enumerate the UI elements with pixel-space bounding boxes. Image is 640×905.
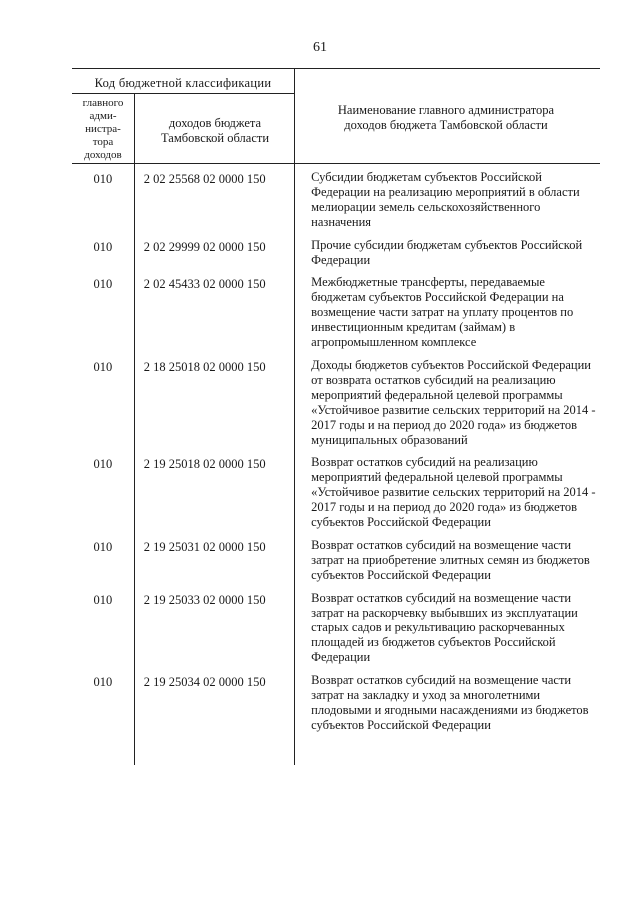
income-code-cell: 2 19 25034 02 0000 150 [143, 675, 266, 690]
income-name-cell: Прочие субсидии бюджетам субъектов Российской Федерации [311, 237, 583, 267]
table-row [72, 238, 600, 268]
income-code-cell: 2 02 29999 02 0000 150 [143, 239, 266, 254]
admin-header-line: тора [92, 136, 114, 148]
income-name-cell: Возврат остатков субсидий на реализацию мероприятий федеральной целевой программы «Устойчивое развитие сельских территорий на 2014 - 2017 годы и на период до 2020 года» из бюджетов субъектов Российской Федерации [311, 455, 596, 530]
admin-header-line: нистра- [85, 123, 121, 135]
income-name-cell: Возврат остатков субсидий на возмещение части затрат на закладку и уход за многолетними плодовыми и ягодными насаждениями из бюджетов субъектов Российской Федерации [311, 673, 589, 732]
admin-header-line: адми- [89, 110, 117, 122]
table-row [72, 275, 600, 350]
admin-code-cell: 010 [93, 457, 113, 472]
income-header-line: Тамбовской области [160, 131, 270, 145]
admin-code-cell: 010 [93, 277, 113, 292]
code-classification-header: Код бюджетной классификации [94, 76, 272, 90]
admin-header-line: доходов [84, 149, 122, 161]
income-name-cell: Возврат остатков субсидий на возмещение части затрат на приобретение элитных семян из бюджетов субъектов Российской Федерации [311, 537, 590, 582]
admin-code-cell: 010 [93, 239, 113, 254]
header-bottom-border [72, 163, 600, 164]
table-row [72, 170, 600, 230]
table-row [72, 591, 600, 666]
table-top-border [72, 68, 600, 69]
page-number: 61 [313, 40, 327, 55]
income-code-cell: 2 18 25018 02 0000 150 [143, 359, 266, 374]
income-header-line: доходов бюджета [168, 116, 262, 130]
name-header-line: Наименование главного администратора [337, 103, 555, 117]
admin-code-cell: 010 [93, 539, 113, 554]
name-header-line: доходов бюджета Тамбовской области [344, 118, 548, 132]
table-row [72, 455, 600, 530]
income-name-cell: Субсидии бюджетам субъектов Российской Федерации на реализацию мероприятий в области мелиорации земель сельскохозяйственного назначения [311, 170, 580, 229]
code-group-divider [72, 93, 294, 94]
table-row [72, 673, 600, 733]
admin-code-cell: 010 [93, 359, 113, 374]
income-name-cell: Межбюджетные трансферты, передаваемые бюджетам субъектов Российской Федерации на возмещение части затрат на уплату процентов по инвестиционным кредитам (займам) в агропромышленном комплексе [311, 275, 574, 350]
table-body [72, 170, 600, 741]
admin-code-cell: 010 [93, 675, 113, 690]
income-code-cell: 2 19 25031 02 0000 150 [143, 539, 266, 554]
income-code-cell: 2 19 25033 02 0000 150 [143, 592, 266, 607]
admin-code-cell: 010 [93, 172, 113, 186]
table-row [72, 358, 600, 447]
income-name-cell: Возврат остатков субсидий на возмещение части затрат на раскорчевку выбывших из эксплуатации старых садов и рекультивацию раскорчеванных площадей из бюджетов субъектов Российской Федерации [311, 590, 578, 665]
income-code-cell: 2 02 45433 02 0000 150 [143, 277, 266, 292]
admin-code-cell: 010 [93, 592, 113, 607]
name-column-header [296, 103, 596, 133]
income-code-cell: 2 02 25568 02 0000 150 [143, 172, 266, 186]
income-code-cell: 2 19 25018 02 0000 150 [143, 457, 266, 472]
income-name-cell: Доходы бюджетов субъектов Российской Федерации от возврата остатков субсидий на реализацию мероприятий федеральной целевой программы «Устойчивое развитие сельских территорий на 2014 - 2017 годы и на период до 2020 года» из бюджетов муниципальных образований [311, 357, 596, 447]
admin-column-header [72, 97, 134, 162]
admin-header-line: главного [82, 97, 124, 109]
table-row [72, 538, 600, 583]
income-column-header [136, 116, 294, 146]
